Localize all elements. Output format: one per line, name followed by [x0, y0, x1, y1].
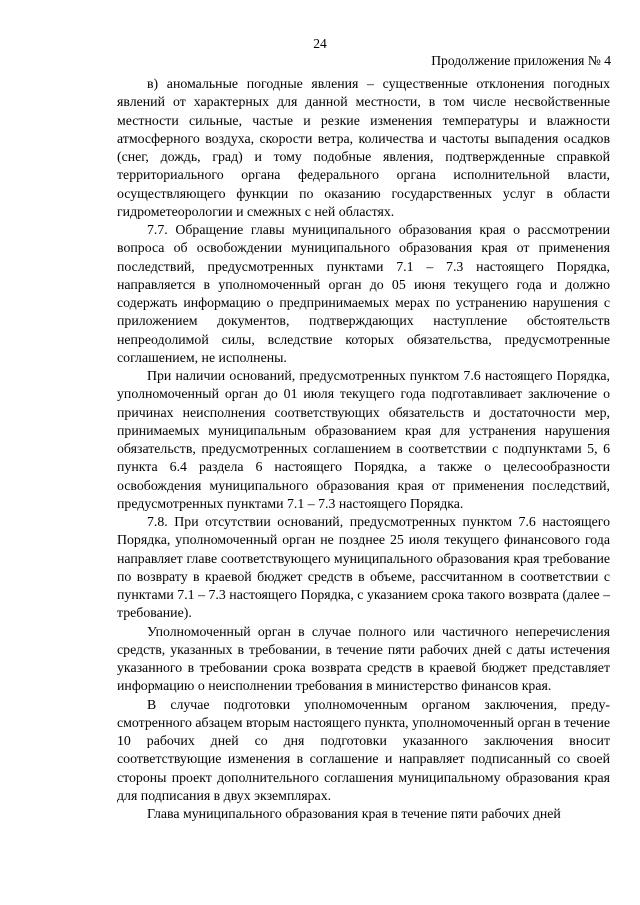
paragraph-non-transfer: Уполномоченный орган в случае полного или частичного неперечисления средств, указанных в требовании, в течение пяти рабочих дней с даты истечения указанного в требовании срока возврата средств в краевой бюджет представляет информацию о неисполнении требования в министерство финансов края.: [117, 623, 610, 694]
page-number: 24: [313, 36, 327, 51]
paragraph-7-7: 7.7. Обращение главы муниципального образования края о рассмотрении вопроса об освобождении муниципального образования края от применения последствий, предусмотренных пунктами 7.1 – 7.3 настоящего Порядка, направляется в уполномоченный орган до 05 июня текущего года и должно содержать информацию о предпринимаемых мерах по устранению нарушения с приложением документов, подтверждающих наступление обстоятельств непреодолимой силы, вследствие которых обязательства, предусмотренные соглашением, не исполнены.: [117, 222, 610, 365]
paragraph-7-8: 7.8. При отсутствии оснований, предусмотренных пунктом 7.6 настоящего Порядка, уполномоченный орган не позднее 25 июля текущего финансового года направляет главе соответствующего муниципального образования края требование по возврату в краевой бюджет средств в объеме, рассчитанном в соответствии с пунктами 7.1 – 7.3 настоящего Порядка, с указанием срока такого возврата (далее – требование).: [117, 514, 610, 621]
paragraph-conclusion-prepared: В случае подготовки уполномоченным органом заключения, предусмотренного абзацем вторым настоящего пункта, уполномоченный орган в течение 10 рабочих дней со дня подготовки указанного заключения вносит соответствующие изменения в соглашение и направляет подписанный со своей стороны проект дополнительного соглашения муниципальному образования края для подписания в двух экземплярах.: [117, 696, 610, 803]
paragraph-anomalous-weather: в) аномальные погодные явления – существенные отклонения погодных явлений от характерных для данной местности, в том числе несвойственные местности сильные, частые и резкие изменения температуры и влажности атмосферного воздуха, скорости ветра, количества и частоты выпадения осадков (снег, дождь, град) и тому подобные явления, подтвержденные справкой территориального органа федерального органа исполнительной власти, осуществляющего функции по оказанию государственных услуг в области гидрометеорологии и смежных с ней областях.: [117, 76, 610, 219]
paragraph-head-of-municipality: Глава муниципального образования края в течение пяти рабочих дней: [147, 806, 561, 821]
paragraph-grounds-conclusion: При наличии оснований, предусмотренных пунктом 7.6 настоящего Порядка, уполномоченный орган до 01 июля текущего года подготавливает заключение о причинах неисполнения соответствующих обязательств и достаточности мер, принимаемых муниципальным образованием края для устранения нарушения обязательств, предусмотренных соглашением в соответствии с подпунктами 5, 6 пункта 6.4 раздела 6 настоящего Порядка, а также о целесообразности освобождения муниципального образования края от применения последствий, предусмотренных пунктами 7.1 – 7.3 настоящего Порядка.: [117, 368, 610, 511]
document-body: [117, 75, 610, 823]
appendix-continuation-label: Продолжение приложения № 4: [431, 53, 611, 68]
